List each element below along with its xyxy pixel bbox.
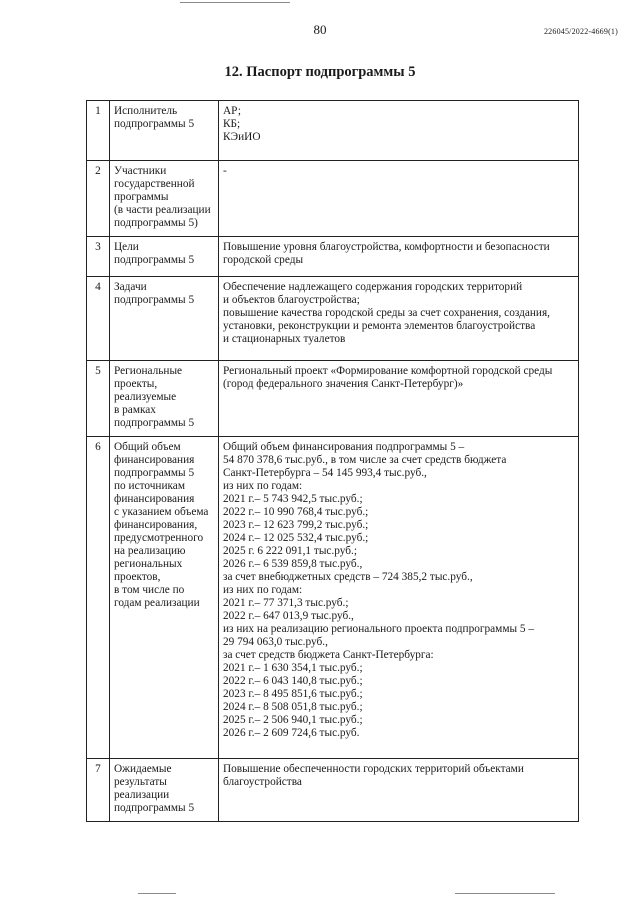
row-label <box>110 101 219 161</box>
label-line: программы <box>114 191 169 203</box>
label-line: Цели <box>114 241 139 253</box>
label-line: реализации <box>114 789 170 801</box>
label-line: финансирования <box>114 493 195 505</box>
row-number: 2 <box>87 161 110 237</box>
label-line: по источникам <box>114 480 185 492</box>
passport-row <box>87 361 579 437</box>
row-value <box>219 101 579 161</box>
label-line: подпрограммы 5 <box>114 118 195 130</box>
label-line: в рамках <box>114 404 156 416</box>
row-number: 1 <box>87 101 110 161</box>
label-line: финансирования, <box>114 519 198 531</box>
passport-row <box>87 437 579 759</box>
value-line: 2022 г.– 10 990 768,4 тыс.руб.; <box>223 506 369 518</box>
row-label <box>110 759 219 822</box>
label-line: Участники <box>114 165 167 177</box>
value-line: и стационарных туалетов <box>223 333 346 345</box>
row-value <box>219 161 579 237</box>
label-line: Задачи <box>114 281 147 293</box>
value-line: благоустройства <box>223 776 302 788</box>
document-code: 226045/2022-4669(1) <box>543 27 618 36</box>
row-value <box>219 237 579 277</box>
label-line: с указанием объема <box>114 506 209 518</box>
row-label <box>110 161 219 237</box>
row-label <box>110 277 219 361</box>
label-line: реализуемые <box>114 391 177 403</box>
value-line: КБ; <box>223 118 241 130</box>
row-number: 4 <box>87 277 110 361</box>
scan-artifact-top <box>180 2 290 3</box>
value-line: и объектов благоустройства; <box>223 294 360 306</box>
row-number: 6 <box>87 437 110 759</box>
value-line: 29 794 063,0 тыс.руб., <box>223 636 328 648</box>
label-line: на реализацию <box>114 545 186 557</box>
passport-row <box>87 277 579 361</box>
passport-row <box>87 161 579 237</box>
value-line: - <box>223 165 227 177</box>
label-line: Исполнитель <box>114 105 178 117</box>
label-line: Ожидаемые <box>114 763 172 775</box>
label-line: подпрограммы 5 <box>114 294 195 306</box>
value-line: повышение качества городской среды за счет сохранения, создания, <box>223 307 550 319</box>
value-line: 2026 г.– 6 539 859,8 тыс.руб., <box>223 558 363 570</box>
row-value <box>219 437 579 759</box>
label-line: Общий объем <box>114 441 181 453</box>
label-line: проекты, <box>114 378 158 390</box>
scan-artifact-bottom-right <box>455 893 555 894</box>
label-line: подпрограммы 5) <box>114 217 198 229</box>
value-line: 2024 г.– 12 025 532,4 тыс.руб.; <box>223 532 369 544</box>
value-line: 2026 г.– 2 609 724,6 тыс.руб. <box>223 727 360 739</box>
value-line: Региональный проект «Формирование комфортной городской среды <box>223 365 553 377</box>
value-line: 2023 г.– 12 623 799,2 тыс.руб.; <box>223 519 369 531</box>
label-line: (в части реализации <box>114 204 211 216</box>
passport-row <box>87 237 579 277</box>
row-value <box>219 759 579 822</box>
value-line: Санкт-Петербурга – 54 145 993,4 тыс.руб., <box>223 467 427 479</box>
row-number: 7 <box>87 759 110 822</box>
value-line: 2023 г.– 8 495 851,6 тыс.руб.; <box>223 688 363 700</box>
value-line: 54 870 378,6 тыс.руб., в том числе за счет средств бюджета <box>223 454 507 466</box>
label-line: Региональные <box>114 365 183 377</box>
section-title: 12. Паспорт подпрограммы 5 <box>224 64 416 80</box>
value-line: 2022 г.– 6 043 140,8 тыс.руб.; <box>223 675 363 687</box>
value-line: 2021 г.– 5 743 942,5 тыс.руб.; <box>223 493 363 505</box>
label-line: проектов, <box>114 571 161 583</box>
label-line: годам реализации <box>114 597 200 609</box>
passport-row <box>87 101 579 161</box>
value-line: 2025 г. 6 222 091,1 тыс.руб.; <box>223 545 357 557</box>
value-line: 2024 г.– 8 508 051,8 тыс.руб.; <box>223 701 363 713</box>
row-value <box>219 277 579 361</box>
value-line: за счет средств бюджета Санкт-Петербурга: <box>223 649 434 661</box>
label-line: подпрограммы 5 <box>114 467 195 479</box>
scan-artifact-bottom-left <box>138 893 176 894</box>
value-line: 2025 г.– 2 506 940,1 тыс.руб.; <box>223 714 363 726</box>
row-label <box>110 237 219 277</box>
value-line: АР; <box>223 105 241 117</box>
label-line: подпрограммы 5 <box>114 802 195 814</box>
label-line: результаты <box>114 776 167 788</box>
value-line: из них по годам: <box>223 584 303 596</box>
label-line: региональных <box>114 558 183 570</box>
value-line: установки, реконструкции и ремонта элементов благоустройства <box>223 320 536 332</box>
value-line: 2022 г.– 647 013,9 тыс.руб., <box>223 610 354 622</box>
value-line: Повышение уровня благоустройства, комфортности и безопасности <box>223 241 550 253</box>
label-line: предусмотренного <box>114 532 204 544</box>
value-line: (город федерального значения Санкт-Петербург)» <box>223 378 464 390</box>
value-line: из них на реализацию регионального проекта подпрограммы 5 – <box>223 623 535 635</box>
value-line: городской среды <box>223 254 304 266</box>
label-line: государственной <box>114 178 195 190</box>
value-line: Обеспечение надлежащего содержания городских территорий <box>223 281 523 293</box>
value-line: 2021 г.– 77 371,3 тыс.руб.; <box>223 597 349 609</box>
value-line: 2021 г.– 1 630 354,1 тыс.руб.; <box>223 662 363 674</box>
row-number: 5 <box>87 361 110 437</box>
page-number: 80 <box>313 22 327 37</box>
row-value <box>219 361 579 437</box>
value-line: за счет внебюджетных средств – 724 385,2 тыс.руб., <box>223 571 473 583</box>
value-line: КЭиИО <box>223 131 261 143</box>
label-line: подпрограммы 5 <box>114 417 195 429</box>
value-line: из них по годам: <box>223 480 303 492</box>
subprogram-passport-table <box>86 100 579 822</box>
row-label <box>110 437 219 759</box>
label-line: подпрограммы 5 <box>114 254 195 266</box>
row-number: 3 <box>87 237 110 277</box>
passport-row <box>87 759 579 822</box>
value-line: Общий объем финансирования подпрограммы 5 – <box>223 441 465 453</box>
row-label <box>110 361 219 437</box>
label-line: в том числе по <box>114 584 185 596</box>
label-line: финансирования <box>114 454 195 466</box>
value-line: Повышение обеспеченности городских территорий объектами <box>223 763 524 775</box>
